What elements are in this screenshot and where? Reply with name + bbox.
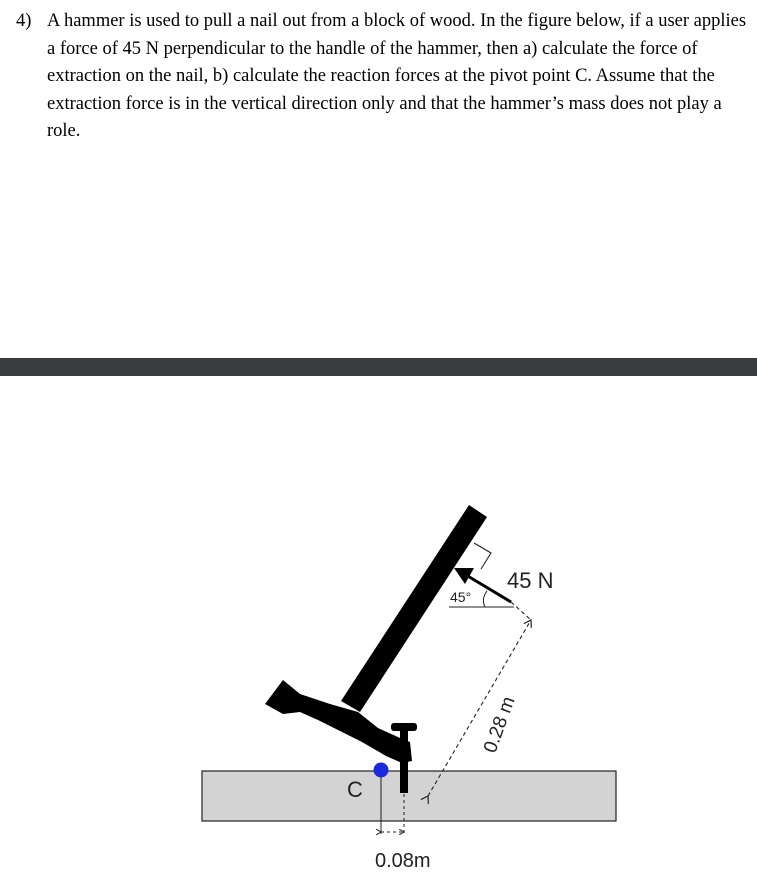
handle-distance-extension bbox=[511, 602, 531, 620]
nail-shank bbox=[400, 731, 408, 793]
handle-distance-label: 0.28 m bbox=[479, 693, 520, 756]
hammer-diagram bbox=[0, 376, 757, 873]
problem-statement bbox=[16, 8, 751, 146]
hammer bbox=[265, 505, 487, 793]
angle-arc bbox=[483, 591, 487, 607]
hammer-head bbox=[265, 680, 412, 763]
hammer-figure bbox=[0, 376, 757, 873]
nail-head bbox=[391, 723, 417, 731]
pivot-point bbox=[374, 763, 389, 778]
force-label: 45 N bbox=[507, 568, 554, 593]
section-divider bbox=[0, 358, 757, 376]
force-arrow-head bbox=[454, 568, 474, 584]
problem-text: A hammer is used to pull a nail out from a block of wood. In the figure below, if a user applies a force of 45 N perpendicular to the handle of the hammer, then a) calculate the force of extraction on the nail, b) calculate the reaction forces at the pivot point C. Assume that the extraction force is in the vertical direction only and that the hammer’s mass does not play a role. bbox=[47, 11, 747, 142]
wood-block bbox=[202, 771, 616, 821]
right-angle-marker bbox=[474, 543, 491, 569]
problem-number: 4) bbox=[16, 11, 32, 31]
force-arrow-shaft bbox=[466, 575, 511, 602]
pivot-label: C bbox=[347, 777, 363, 802]
hammer-handle bbox=[341, 505, 487, 712]
angle-label: 45° bbox=[450, 589, 472, 605]
nail-distance-label: 0.08m bbox=[375, 850, 431, 872]
